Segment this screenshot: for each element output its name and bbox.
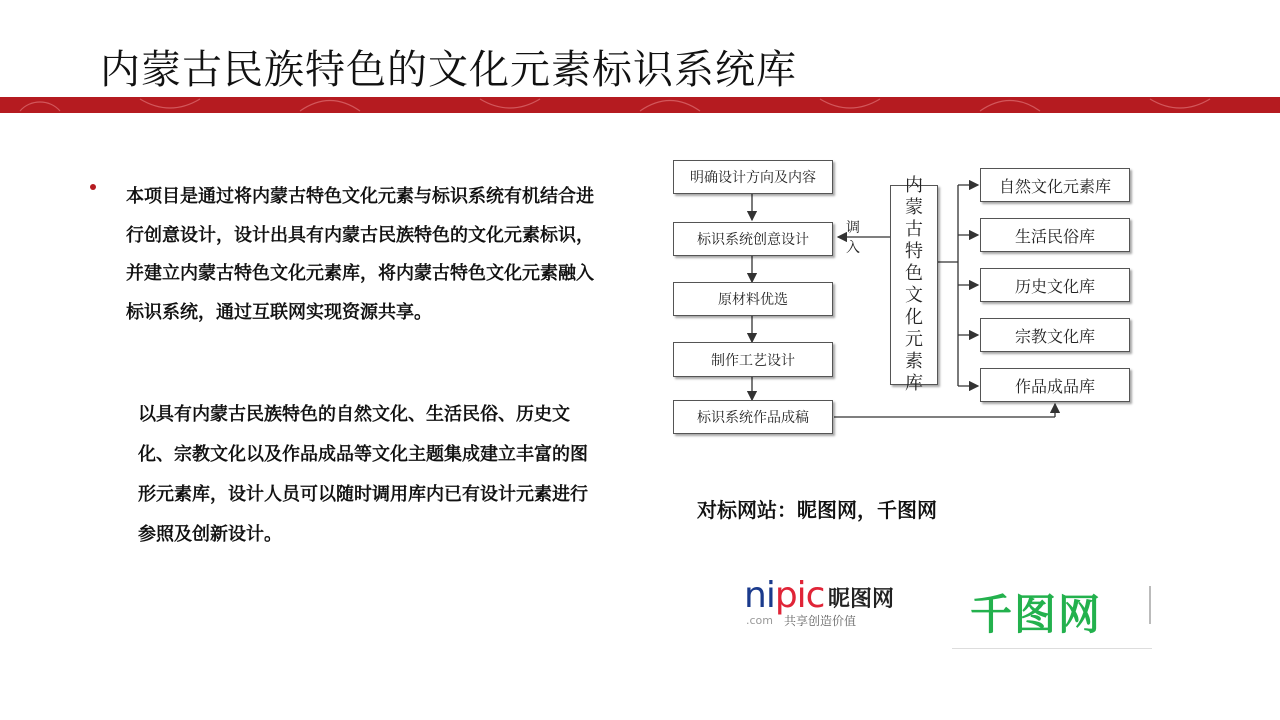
category-box-4: 宗教文化库 <box>980 318 1130 352</box>
step-box-4: 制作工艺设计 <box>673 342 833 377</box>
category-box-5: 作品成品库 <box>980 368 1130 402</box>
bullet-marker <box>90 184 96 190</box>
band-pattern-icon <box>0 97 1280 113</box>
call-in-label: 调入 <box>846 220 860 256</box>
detail-paragraph: 以具有内蒙古民族特色的自然文化、生活民俗、历史文化、宗教文化以及作品成品等文化主题集成建立丰富的图形元素库，设计人员可以随时调用库内已有设计元素进行参照及创新设计。 <box>138 404 588 545</box>
nipic-logo[interactable] <box>744 576 914 636</box>
step-box-1: 明确设计方向及内容 <box>673 160 833 194</box>
step-box-2: 标识系统创意设计 <box>673 222 833 256</box>
category-box-1: 自然文化元素库 <box>980 168 1130 202</box>
nipic-domain: .com <box>746 614 773 627</box>
nipic-chinese-name: 昵图网 <box>828 587 895 612</box>
category-box-2: 生活民俗库 <box>980 218 1130 252</box>
intro-paragraph: 本项目是通过将内蒙古特色文化元素与标识系统有机结合进行创意设计，设计出具有内蒙古民族特色的文化元素标识，并建立内蒙古特色文化元素库，将内蒙古特色文化元素融入标识系统，通过互联网实现资源共享。 <box>126 186 594 323</box>
library-box: 内蒙古特色文化元素库 <box>890 185 938 385</box>
nipic-slogan: 共享创造价值 <box>784 614 857 628</box>
qiantu-divider <box>1149 586 1151 624</box>
qiantu-logo[interactable] <box>952 578 1152 649</box>
category-box-3: 历史文化库 <box>980 268 1130 302</box>
benchmark-label: 对标网站：昵图网，千图网 <box>697 498 937 522</box>
qiantu-wordmark: 千图网 <box>970 590 1103 639</box>
slide-title: 内蒙古民族特色的文化元素标识系统库 <box>100 47 797 93</box>
header-decorative-band <box>0 97 1280 113</box>
step-box-3: 原材料优选 <box>673 282 833 316</box>
nipic-wordmark: nipic <box>744 575 825 616</box>
step-box-5: 标识系统作品成稿 <box>673 400 833 434</box>
